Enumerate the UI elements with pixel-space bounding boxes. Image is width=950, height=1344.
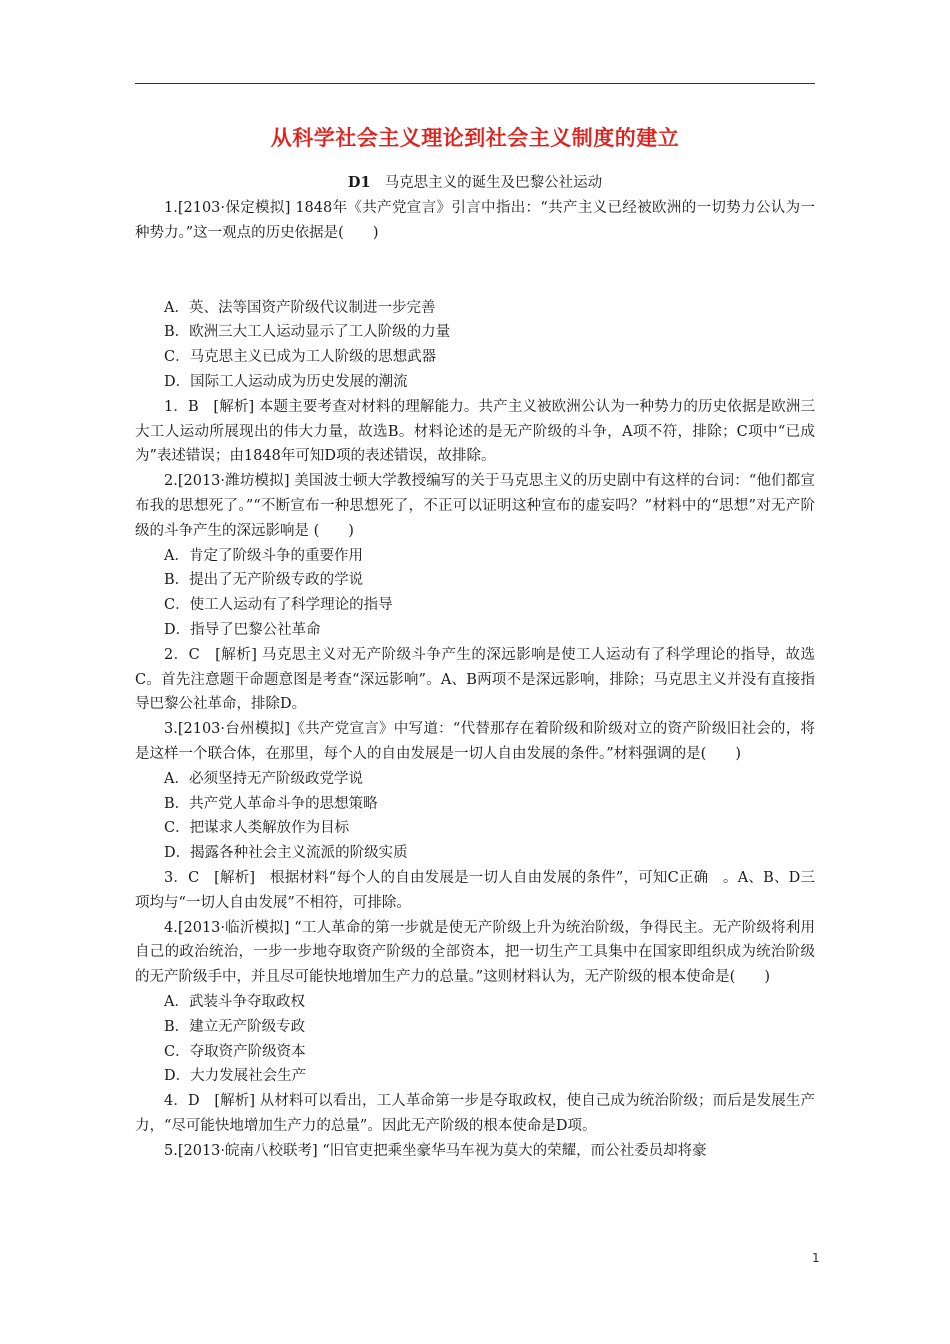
- question-3-answer: 3．C [解析] 根据材料“每个人的自由发展是一切人自由发展的条件”，可知C正确 。A、B、D三项均与“一切人自由发展”不相符，可排除。: [135, 869, 815, 911]
- question-4-option-d: D．大力发展社会生产: [164, 1068, 307, 1085]
- question-3-option-b: B．共产党人革命斗争的思想策略: [164, 795, 378, 812]
- question-3-stem: 3.[2103·台州模拟]《共产党宣言》中写道：“代替那存在着阶级和阶级对立的资产阶级旧社会的，将是这样一个联合体，在那里，每个人的自由发展是一切人自由发展的条件。”材料强调的是( ): [135, 721, 815, 762]
- question-3-option-a: A．必须坚持无产阶级政党学说: [164, 770, 363, 787]
- page-title: 从科学社会主义理论到社会主义制度的建立: [270, 126, 680, 150]
- question-4-option-b: B．建立无产阶级专政: [164, 1018, 306, 1035]
- page-number: 1: [812, 1251, 820, 1265]
- question-1-option-d: D．国际工人运动成为历史发展的潮流: [164, 373, 408, 390]
- question-5-stem: 5.[2013·皖南八校联考] “旧官吏把乘坐豪华马车视为莫大的荣耀，而公社委员却将豪: [164, 1142, 707, 1159]
- question-1-answer: 1．B [解析] 本题主要考查对材料的理解能力。共产主义被欧洲公认为一种势力的历史依据是欧洲三大工人运动所展现出的伟大力量，故选B。材料论述的是无产阶级的斗争，A项不符，排除；C项中“已成为”表述错误；由1848年可知D项的表述错误，故排除。: [135, 398, 815, 465]
- question-1-option-a: A．英、法等国资产阶级代议制进一步完善: [164, 299, 436, 316]
- question-2-answer: 2．C [解析] 马克思主义对无产阶级斗争产生的深远影响是使工人运动有了科学理论的指导，故选C。首先注意题干命题意图是考查“深远影响”。A、B两项不是深远影响，排除；马克思主义并没有直接指导巴黎公社革命，排除D。: [135, 646, 815, 713]
- header-rule: [135, 83, 815, 84]
- question-4-answer: 4．D [解析] 从材料可以看出，工人革命第一步是夺取政权，使自己成为统治阶级；而后是发展生产力，“尽可能快地增加生产力的总量”。因此无产阶级的根本使命是D项。: [135, 1093, 815, 1134]
- question-4-option-c: C．夺取资产阶级资本: [164, 1043, 306, 1060]
- question-4-stem: 4.[2013·临沂模拟] “工人革命的第一步就是使无产阶级上升为统治阶级，争得民主。无产阶级将利用自己的政治统治，一步一步地夺取资产阶级的全部资本，把一切生产工具集中在国家即组织成为统治阶级的无产阶级手中，并且尽可能快地增加生产力的总量。”这则材料认为，无产阶级的根本使命是( ): [135, 919, 815, 986]
- question-1-gap: [135, 246, 815, 296]
- question-3-option-c: C．把谋求人类解放作为目标: [164, 820, 350, 837]
- section-heading: [135, 170, 815, 196]
- section-name: 马克思主义的诞生及巴黎公社运动: [384, 175, 603, 191]
- question-2-option-d: D．指导了巴黎公社革命: [164, 621, 321, 638]
- document-body: [135, 170, 815, 1163]
- question-1-stem: 1.[2103·保定模拟] 1848年《共产党宣言》引言中指出：“共产主义已经被欧洲的一切势力公认为一种势力。”这一观点的历史依据是( ): [135, 200, 815, 241]
- question-2-option-c: C．使工人运动有了科学理论的指导: [164, 597, 393, 614]
- question-3-option-d: D．揭露各种社会主义流派的阶级实质: [164, 845, 408, 862]
- question-1-option-b: B．欧洲三大工人运动显示了工人阶级的力量: [164, 324, 451, 341]
- section-code: D1: [347, 174, 371, 191]
- question-1-option-c: C．马克思主义已成为工人阶级的思想武器: [164, 349, 437, 366]
- question-2-option-a: A．肯定了阶级斗争的重要作用: [164, 547, 363, 564]
- question-2-option-b: B．提出了无产阶级专政的学说: [164, 572, 364, 589]
- question-2-stem: 2.[2013·潍坊模拟] 美国波士顿大学教授编写的关于马克思主义的历史剧中有这样的台词：“他们都宣布我的思想死了。”“不断宣布一种思想死了，不正可以证明这种宣布的虚妄吗？”材料中的“思想”对无产阶级的斗争产生的深远影响是 ( ): [135, 473, 815, 539]
- question-4-option-a: A．武装斗争夺取政权: [164, 993, 305, 1010]
